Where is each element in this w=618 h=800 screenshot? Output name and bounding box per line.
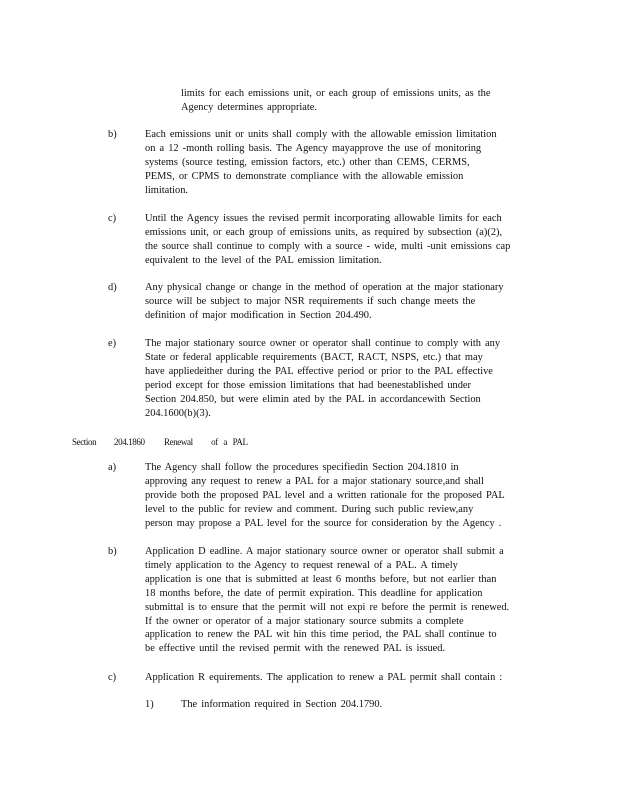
paragraph-renewal-c — [145, 671, 540, 685]
paragraph-b — [145, 128, 535, 198]
paragraph-renewal-a — [145, 461, 540, 531]
text-line: submittal is to ensure that the permit will not expi re before the permit is renewed. — [145, 601, 510, 613]
item-label-b: b) — [108, 129, 117, 140]
text-line: State or federal applicable requirements (BACT, RACT, NSPS, etc.) that may — [145, 351, 483, 363]
paragraph-e — [145, 337, 535, 420]
text-line: person may propose a PAL level for the source for consideration by the Agency . — [145, 517, 502, 529]
item-label-a: a) — [108, 462, 117, 473]
text-line: provide both the proposed PAL level and a written rationale for the proposed PAL — [145, 489, 505, 501]
text-line: equivalent to the level of the PAL emission limitation. — [145, 254, 382, 266]
item-label-e: e) — [108, 338, 117, 349]
paragraph-c — [145, 212, 535, 268]
text-line: approving any request to renew a PAL for a major stationary source,and shall — [145, 475, 484, 487]
paragraph-d — [145, 281, 535, 323]
text-line: on a 12 -month rolling basis. The Agency mayapprove the use of monitoring — [145, 142, 482, 154]
text-line: definition of major modification in Section 204.490. — [145, 309, 372, 321]
text-line: level to the public for review and comment. During such public review,any — [145, 503, 474, 515]
text-line: 18 months before, the date of permit expiration. This deadline for application — [145, 587, 483, 599]
paragraph-renewal-b — [145, 545, 540, 656]
text-line: application to renew the PAL wit hin this time period, the PAL shall continue to — [145, 629, 497, 641]
text-line: Until the Agency issues the revised permit incorporating allowable limits for each — [145, 213, 502, 224]
section-word: Section — [72, 437, 97, 447]
section-number: 204.1860 — [114, 437, 145, 447]
text-line: The major stationary source owner or operator shall continue to comply with any — [145, 338, 501, 349]
subitem-text-1 — [181, 698, 481, 712]
text-line: Each emissions unit or units shall comply with the allowable emission limitation — [145, 129, 497, 140]
item-label-b2: b) — [108, 546, 117, 557]
text-line: emissions unit, or each group of emissions units, as required by subsection (a)(2), — [145, 226, 503, 238]
text-line: Application R equirements. The application to renew a PAL permit shall contain : — [145, 672, 503, 683]
text-line: source will be subject to major NSR requirements if such change meets the — [145, 295, 476, 307]
text-line: be effective until the revised permit with the renewed PAL is issued. — [145, 643, 446, 655]
text-line: Section 204.850, but were elimin ated by the PAL in accordancewith Section — [145, 393, 481, 405]
text-line: limitation. — [145, 184, 189, 196]
item-label-c: c) — [108, 213, 117, 224]
text-line: Any physical change or change in the method of operation at the major stationary — [145, 282, 504, 293]
section-title: Renewal of a PAL — [164, 437, 248, 447]
item-label-c2: c) — [108, 672, 117, 683]
text-line: have appliedeither during the PAL effective period or prior to the PAL effective — [145, 365, 493, 377]
text-line: application is one that is submitted at least 6 months before, but not earlier than — [145, 573, 497, 585]
text-line: timely application to the Agency to request renewal of a PAL. A timely — [145, 559, 458, 571]
continued-paragraph — [181, 87, 521, 115]
text-line: Agency determines appropriate. — [181, 101, 318, 113]
text-line: limits for each emissions unit, or each group of emissions units, as the — [181, 88, 491, 99]
text-line: period except for those emission limitations that had beenestablished under — [145, 379, 472, 391]
text-line: Application D eadline. A major stationary source owner or operator shall submit a — [145, 546, 504, 557]
text-line: The information required in Section 204.1790. — [181, 699, 383, 710]
text-line: the source shall continue to comply with a source - wide, multi -unit emissions cap — [145, 240, 511, 252]
subitem-label-1: 1) — [145, 699, 154, 710]
item-label-d: d) — [108, 282, 117, 293]
text-line: 204.1600(b)(3). — [145, 407, 211, 419]
text-line: systems (source testing, emission factors, etc.) other than CEMS, CERMS, — [145, 156, 470, 168]
text-line: If the owner or operator of a major stationary source submits a complete — [145, 615, 464, 627]
text-line: The Agency shall follow the procedures specifiedin Section 204.1810 in — [145, 462, 459, 473]
text-line: PEMS, or CPMS to demonstrate compliance with the allowable emission — [145, 170, 464, 182]
